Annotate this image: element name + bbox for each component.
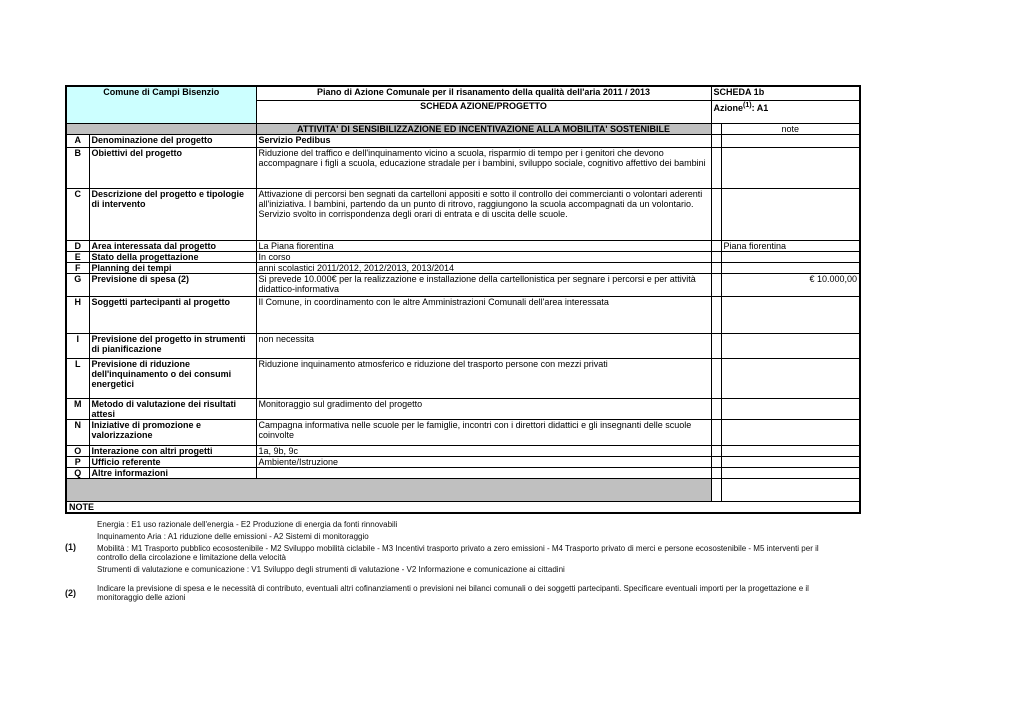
row-content: Monitoraggio sul gradimento del progetto bbox=[256, 398, 711, 419]
table-row bbox=[66, 134, 860, 147]
azione-superscript: (1) bbox=[743, 101, 752, 109]
row-letter: D bbox=[66, 240, 89, 251]
table-row bbox=[66, 262, 860, 273]
footnote-lines bbox=[97, 520, 843, 574]
spacer-cell bbox=[711, 419, 721, 445]
table-row bbox=[66, 296, 860, 333]
spacer-cell bbox=[711, 251, 721, 262]
note-column-header: note bbox=[721, 123, 860, 134]
spacer-cell bbox=[711, 134, 721, 147]
table-row bbox=[66, 251, 860, 262]
table-row bbox=[66, 273, 860, 296]
footnote-line-energia: Energia : E1 uso razionale dell'energia - E2 Produzione di energia da fonti rinnovabili bbox=[97, 520, 398, 529]
row-content: Riduzione inquinamento atmosferico e riduzione del trasporto persone con mezzi privati bbox=[256, 358, 711, 398]
row-label: Interazione con altri progetti bbox=[89, 445, 256, 456]
azione-cell bbox=[711, 100, 860, 123]
row-label: Iniziative di promozione e valorizzazione bbox=[89, 419, 256, 445]
row-letter: N bbox=[66, 419, 89, 445]
sheet-title: SCHEDA AZIONE/PROGETTO bbox=[256, 100, 711, 123]
row-letter: C bbox=[66, 188, 89, 240]
row-label: Metodo di valutazione dei risultati attesi bbox=[89, 398, 256, 419]
row-letter: M bbox=[66, 398, 89, 419]
table-row bbox=[66, 188, 860, 240]
table-row bbox=[66, 240, 860, 251]
spacer-cell bbox=[711, 478, 721, 501]
azione-label: Azione bbox=[713, 102, 744, 113]
scheda-azione-table bbox=[65, 85, 861, 514]
row-note bbox=[721, 358, 860, 398]
table-row bbox=[66, 419, 860, 445]
row-note bbox=[721, 478, 860, 501]
azione-value: : A1 bbox=[751, 102, 769, 113]
header-row-1 bbox=[66, 86, 860, 100]
header-row-3 bbox=[66, 123, 860, 134]
row-note bbox=[721, 419, 860, 445]
row-label: Descrizione del progetto e tipologie di intervento bbox=[89, 188, 256, 240]
row-letter: Q bbox=[66, 467, 89, 478]
row-content: 1a, 9b, 9c bbox=[256, 445, 711, 456]
spacer-cell bbox=[711, 240, 721, 251]
footnote-lines bbox=[97, 584, 843, 602]
table-row bbox=[66, 358, 860, 398]
spacer-cell bbox=[711, 467, 721, 478]
footnote-marker: (2) bbox=[65, 588, 76, 598]
table-row bbox=[66, 398, 860, 419]
row-note bbox=[721, 398, 860, 419]
row-label: Previsione di riduzione dell'inquinamento o dei consumi energetici bbox=[89, 358, 256, 398]
row-letter: F bbox=[66, 262, 89, 273]
spacer-cell bbox=[711, 262, 721, 273]
row-content: Attivazione di percorsi ben segnati da cartelloni appositi e sotto il controllo dei commercianti o volontari aderenti all'iniziativa. I bambini, partendo da un punto di ritrovo, raggiungono la scuola accompagnati da un volontario. Servizio svolto in corrispondenza degli orari di entrata e di uscita delle scuole. bbox=[256, 188, 711, 240]
table-row bbox=[66, 147, 860, 188]
note-row-label: NOTE bbox=[66, 501, 860, 513]
row-label: Previsione di spesa (2) bbox=[89, 273, 256, 296]
spacer-cell bbox=[711, 296, 721, 333]
row-content: Servizio Pedibus bbox=[256, 134, 711, 147]
row-label: Obiettivi del progetto bbox=[89, 147, 256, 188]
row-content: Il Comune, in coordinamento con le altre Amministrazioni Comunali dell'area interessata bbox=[256, 296, 711, 333]
row-letter: A bbox=[66, 134, 89, 147]
row-note bbox=[721, 134, 860, 147]
row-note bbox=[721, 333, 860, 358]
row-letter: I bbox=[66, 333, 89, 358]
footnote-line-previsione-spesa: Indicare la previsione di spesa e le necessità di contributo, eventuali altri cofinanziamenti o previsioni nei bilanci comunali o dei soggetti partecipanti. Specificare eventuali importi per la progettazione e il monitoraggio delle azioni bbox=[97, 584, 809, 602]
row-letter: G bbox=[66, 273, 89, 296]
row-note bbox=[721, 147, 860, 188]
footnote-line-strumenti: Strumenti di valutazione e comunicazione : V1 Sviluppo degli strumenti di valutazione - V2 Informazione e comunicazione ai cittadini bbox=[97, 565, 565, 574]
municipality-name: Comune di Campi Bisenzio bbox=[66, 86, 256, 123]
footnote-group-2 bbox=[65, 584, 843, 602]
row-content: In corso bbox=[256, 251, 711, 262]
footnote-marker: (1) bbox=[65, 542, 76, 552]
row-content: Ambiente/Istruzione bbox=[256, 456, 711, 467]
footnote-group-1 bbox=[65, 520, 843, 574]
table-row bbox=[66, 333, 860, 358]
row-note bbox=[721, 188, 860, 240]
row-content bbox=[256, 467, 711, 478]
spacer-cell bbox=[711, 188, 721, 240]
spacer-cell bbox=[711, 333, 721, 358]
table-row bbox=[66, 445, 860, 456]
row-content: Campagna informativa nelle scuole per le famiglie, incontri con i direttori didattici e gli insegnanti delle scuole coinvolte bbox=[256, 419, 711, 445]
gray-band-left bbox=[66, 123, 256, 134]
row-content: non necessita bbox=[256, 333, 711, 358]
note-row bbox=[66, 501, 860, 513]
scheda-number: SCHEDA 1b bbox=[711, 86, 860, 100]
footnote-line-mobilita: Mobilità : M1 Trasporto pubblico ecosostenibile - M2 Sviluppo mobilità ciclabile - M3 Incentivi trasporto privato a zero emissioni - M4 Trasporto privato di merci e persone ecosostenibile - M5 interventi per il controllo della circolazione e limitazione della velocità bbox=[97, 544, 819, 562]
gray-filler-row bbox=[66, 478, 860, 501]
plan-title: Piano di Azione Comunale per il risanamento della qualità dell'aria 2011 / 2013 bbox=[256, 86, 711, 100]
row-note bbox=[721, 296, 860, 333]
table-row bbox=[66, 467, 860, 478]
activity-band-title: ATTIVITA' DI SENSIBILIZZAZIONE ED INCENTIVAZIONE ALLA MOBILITA' SOSTENIBILE bbox=[256, 123, 711, 134]
row-label: Soggetti partecipanti al progetto bbox=[89, 296, 256, 333]
row-letter: O bbox=[66, 445, 89, 456]
row-content: anni scolastici 2011/2012, 2012/2013, 2013/2014 bbox=[256, 262, 711, 273]
row-letter: P bbox=[66, 456, 89, 467]
row-letter: H bbox=[66, 296, 89, 333]
spacer-cell bbox=[711, 445, 721, 456]
row-note bbox=[721, 445, 860, 456]
row-label: Planning dei tempi bbox=[89, 262, 256, 273]
row-content: Riduzione del traffico e dell'inquinamento vicino a scuola, risparmio di tempo per i genitori che devono accompagnare i figli a scuola, educazione stradale per i bambini, sviluppo sociale, cognitivo affettivo dei bambini bbox=[256, 147, 711, 188]
row-label: Stato della progettazione bbox=[89, 251, 256, 262]
row-note: Piana fiorentina bbox=[721, 240, 860, 251]
spacer-cell bbox=[711, 456, 721, 467]
row-letter: E bbox=[66, 251, 89, 262]
row-content: Si prevede 10.000€ per la realizzazione e installazione della cartellonistica per segnare i percorsi e per attività didattico-informativa bbox=[256, 273, 711, 296]
row-label: Altre informazioni bbox=[89, 467, 256, 478]
row-content: La Piana fiorentina bbox=[256, 240, 711, 251]
row-label: Previsione del progetto in strumenti di pianificazione bbox=[89, 333, 256, 358]
row-note bbox=[721, 262, 860, 273]
row-note-amount: € 10.000,00 bbox=[721, 273, 860, 296]
row-note bbox=[721, 456, 860, 467]
row-letter: L bbox=[66, 358, 89, 398]
row-label: Denominazione del progetto bbox=[89, 134, 256, 147]
row-note bbox=[721, 251, 860, 262]
gray-filler-cell bbox=[66, 478, 711, 501]
spacer-cell bbox=[711, 358, 721, 398]
spacer-cell bbox=[711, 147, 721, 188]
spacer-cell bbox=[711, 398, 721, 419]
row-note bbox=[721, 467, 860, 478]
spacer-cell bbox=[711, 273, 721, 296]
table-row bbox=[66, 456, 860, 467]
footnotes-section bbox=[65, 520, 843, 602]
footnote-line-inquinamento: Inquinamento Aria : A1 riduzione delle emissioni - A2 Sistemi di monitoraggio bbox=[97, 532, 369, 541]
spacer-cell bbox=[711, 123, 721, 134]
row-label: Area interessata dal progetto bbox=[89, 240, 256, 251]
row-label: Ufficio referente bbox=[89, 456, 256, 467]
row-letter: B bbox=[66, 147, 89, 188]
